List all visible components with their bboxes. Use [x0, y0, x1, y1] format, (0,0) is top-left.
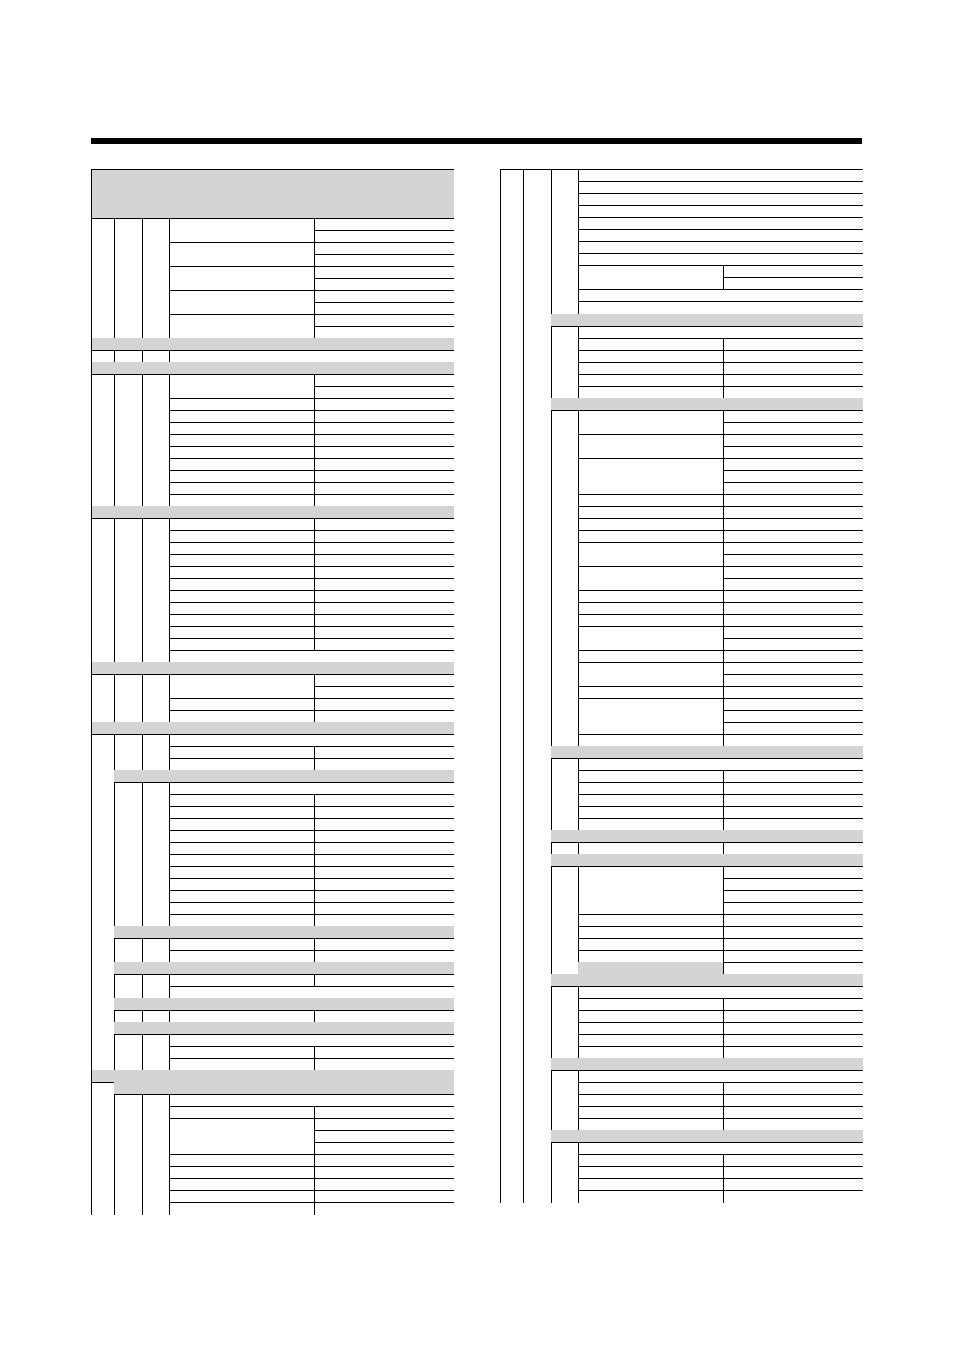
- parameter-name: [169, 266, 315, 291]
- group-cell: [114, 1094, 143, 1215]
- group-cell: [114, 218, 143, 339]
- parameter-name: [578, 566, 724, 591]
- group-cell: [91, 734, 115, 1071]
- group-cell: [114, 374, 143, 507]
- parameter-value: [723, 1190, 863, 1203]
- column-header-5: [314, 181, 454, 207]
- group-cell: [551, 866, 579, 975]
- parameter-name: [169, 1118, 315, 1155]
- left-settings-table: [91, 169, 454, 1215]
- parameter-name: [169, 674, 315, 699]
- group-cell: [114, 782, 143, 927]
- parameter-name: [169, 242, 315, 267]
- group-cell: [142, 974, 170, 999]
- column-header-3: [142, 181, 170, 207]
- column-header-4: [169, 181, 315, 207]
- parameter-name: [169, 290, 315, 315]
- group-cell: [91, 518, 115, 663]
- group-cell: [114, 1034, 143, 1071]
- group-cell: [114, 734, 143, 771]
- group-cell: [551, 1142, 579, 1203]
- parameter-name: [578, 698, 724, 735]
- group-cell: [142, 938, 170, 963]
- parameter-name: [578, 662, 724, 687]
- title-rule: [91, 138, 862, 144]
- group-cell: [142, 734, 170, 771]
- parameter-name: [169, 374, 315, 399]
- group-cell: [114, 938, 143, 963]
- parameter-name: [169, 1202, 315, 1215]
- parameter-row: [578, 301, 863, 315]
- group-cell: [114, 518, 143, 663]
- group-cell: [91, 374, 115, 507]
- group-cell: [551, 986, 579, 1059]
- group-cell: [142, 1034, 170, 1071]
- group-cell: [142, 782, 170, 927]
- group-cell: [91, 1082, 115, 1215]
- parameter-name: [169, 218, 315, 243]
- group-cell: [142, 218, 170, 339]
- parameter-name: [578, 434, 724, 459]
- group-cell: [142, 1094, 170, 1215]
- parameter-name: [578, 265, 724, 290]
- group-cell: [500, 169, 524, 1203]
- parameter-name: [578, 410, 724, 435]
- column-header-1: [91, 181, 115, 207]
- group-cell: [91, 218, 115, 339]
- parameter-label: [578, 1190, 724, 1203]
- parameter-name: [578, 626, 724, 651]
- group-cell: [551, 326, 579, 399]
- group-cell: [142, 518, 170, 663]
- group-cell: [91, 674, 115, 723]
- column-header-2: [114, 181, 143, 207]
- group-cell: [551, 169, 579, 315]
- parameter-name: [578, 458, 724, 495]
- group-cell: [551, 410, 579, 747]
- parameter-name: [578, 866, 724, 915]
- parameter-name: [578, 542, 724, 567]
- parameter-name: [169, 314, 315, 339]
- group-cell: [142, 674, 170, 723]
- group-cell: [551, 1070, 579, 1131]
- parameter-value: [314, 1202, 454, 1215]
- right-settings-table: [500, 169, 863, 1203]
- group-cell: [114, 674, 143, 723]
- group-cell: [523, 169, 552, 1203]
- group-cell: [114, 974, 143, 999]
- group-cell: [142, 374, 170, 507]
- group-cell: [551, 758, 579, 831]
